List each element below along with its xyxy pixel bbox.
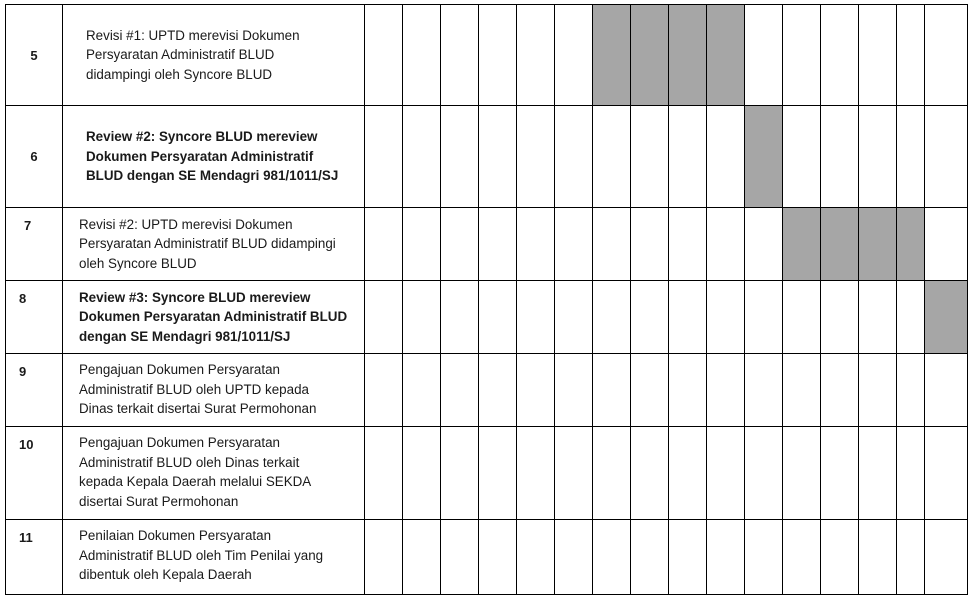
- timeline-cell-filled: [859, 208, 897, 281]
- timeline-cell: [555, 354, 593, 427]
- timeline-cell: [593, 520, 631, 595]
- timeline-cell: [669, 427, 707, 520]
- timeline-cell: [897, 520, 925, 595]
- table-row: [6, 281, 968, 354]
- timeline-cell: [517, 281, 555, 354]
- activity-description: Penilaian Dokumen Persyaratan Administratif BLUD oleh Tim Penilai yang dibentuk oleh Kepala Daerah: [63, 520, 365, 595]
- timeline-cell: [631, 427, 669, 520]
- timeline-cell: [365, 354, 403, 427]
- timeline-cell: [745, 281, 783, 354]
- timeline-cell: [479, 5, 517, 106]
- activity-description: Review #3: Syncore BLUD mereview Dokumen Persyaratan Administratif BLUD dengan SE Mendagri 981/1011/SJ: [63, 281, 365, 354]
- timeline-cell: [365, 281, 403, 354]
- timeline-cell: [707, 281, 745, 354]
- timeline-cell-filled: [897, 208, 925, 281]
- timeline-cell: [365, 427, 403, 520]
- table-row: [6, 354, 968, 427]
- timeline-cell: [593, 354, 631, 427]
- timeline-cell: [821, 520, 859, 595]
- timeline-cell: [555, 5, 593, 106]
- timeline-cell-filled: [593, 5, 631, 106]
- timeline-cell: [859, 106, 897, 208]
- table-row: [6, 106, 968, 208]
- timeline-cell: [783, 106, 821, 208]
- timeline-cell: [479, 427, 517, 520]
- row-number: 8: [6, 281, 63, 354]
- schedule-body: [6, 5, 968, 595]
- activity-description: Pengajuan Dokumen Persyaratan Administratif BLUD oleh UPTD kepada Dinas terkait disertai Surat Permohonan: [63, 354, 365, 427]
- timeline-cell: [859, 5, 897, 106]
- timeline-cell: [859, 520, 897, 595]
- timeline-cell: [555, 106, 593, 208]
- table-row: [6, 208, 968, 281]
- timeline-cell: [441, 281, 479, 354]
- timeline-cell: [821, 354, 859, 427]
- timeline-cell: [403, 281, 441, 354]
- timeline-cell: [441, 106, 479, 208]
- timeline-cell: [593, 106, 631, 208]
- timeline-cell: [707, 427, 745, 520]
- timeline-cell: [441, 5, 479, 106]
- timeline-cell: [403, 354, 441, 427]
- row-number: 7: [6, 208, 63, 281]
- timeline-cell: [555, 281, 593, 354]
- timeline-cell: [631, 354, 669, 427]
- timeline-cell: [669, 520, 707, 595]
- timeline-cell: [403, 106, 441, 208]
- timeline-cell: [517, 427, 555, 520]
- timeline-cell: [745, 5, 783, 106]
- timeline-cell: [669, 281, 707, 354]
- activity-description: Revisi #2: UPTD merevisi Dokumen Persyaratan Administratif BLUD didampingi oleh Syncore BLUD: [63, 208, 365, 281]
- timeline-cell: [925, 427, 968, 520]
- timeline-cell: [783, 354, 821, 427]
- activity-description: Review #2: Syncore BLUD mereview Dokumen Persyaratan Administratif BLUD dengan SE Mendagri 981/1011/SJ: [63, 106, 365, 208]
- timeline-cell-filled: [745, 106, 783, 208]
- timeline-cell-filled: [783, 208, 821, 281]
- timeline-cell: [593, 208, 631, 281]
- timeline-cell: [517, 208, 555, 281]
- schedule-table: [5, 4, 968, 595]
- timeline-cell: [925, 106, 968, 208]
- timeline-cell: [631, 520, 669, 595]
- row-number: 6: [6, 106, 63, 208]
- timeline-cell: [517, 5, 555, 106]
- timeline-cell: [517, 520, 555, 595]
- table-row: [6, 427, 968, 520]
- timeline-cell: [745, 208, 783, 281]
- table-row: [6, 520, 968, 595]
- timeline-cell: [821, 5, 859, 106]
- timeline-cell: [365, 5, 403, 106]
- timeline-cell: [745, 354, 783, 427]
- timeline-cell: [745, 427, 783, 520]
- timeline-cell: [555, 208, 593, 281]
- timeline-cell: [897, 427, 925, 520]
- timeline-cell-filled: [925, 281, 968, 354]
- timeline-cell: [925, 354, 968, 427]
- timeline-cell: [669, 106, 707, 208]
- timeline-cell: [479, 208, 517, 281]
- timeline-cell: [669, 208, 707, 281]
- timeline-cell: [593, 281, 631, 354]
- timeline-cell: [821, 427, 859, 520]
- timeline-cell: [365, 106, 403, 208]
- timeline-cell: [593, 427, 631, 520]
- timeline-cell: [403, 520, 441, 595]
- timeline-cell: [403, 5, 441, 106]
- timeline-cell: [821, 106, 859, 208]
- timeline-cell: [403, 427, 441, 520]
- timeline-cell: [859, 354, 897, 427]
- activity-description: Pengajuan Dokumen Persyaratan Administratif BLUD oleh Dinas terkait kepada Kepala Daerah melalui SEKDA disertai Surat Permohonan: [63, 427, 365, 520]
- row-number: 11: [6, 520, 63, 595]
- timeline-cell: [555, 427, 593, 520]
- timeline-cell: [859, 281, 897, 354]
- timeline-cell: [783, 5, 821, 106]
- timeline-cell: [479, 106, 517, 208]
- timeline-cell: [441, 354, 479, 427]
- timeline-cell: [707, 106, 745, 208]
- timeline-cell: [745, 520, 783, 595]
- timeline-cell: [555, 520, 593, 595]
- timeline-cell-filled: [669, 5, 707, 106]
- timeline-cell: [365, 520, 403, 595]
- timeline-cell: [783, 520, 821, 595]
- timeline-cell: [783, 427, 821, 520]
- timeline-cell: [925, 520, 968, 595]
- timeline-cell: [897, 106, 925, 208]
- timeline-cell: [441, 520, 479, 595]
- row-number: 5: [6, 5, 63, 106]
- activity-description: Revisi #1: UPTD merevisi Dokumen Persyaratan Administratif BLUD didampingi oleh Syncore BLUD: [63, 5, 365, 106]
- timeline-cell: [707, 520, 745, 595]
- row-number: 10: [6, 427, 63, 520]
- table-row: [6, 5, 968, 106]
- timeline-cell: [925, 208, 968, 281]
- timeline-cell: [669, 354, 707, 427]
- timeline-cell: [517, 354, 555, 427]
- timeline-cell: [479, 520, 517, 595]
- timeline-cell: [783, 281, 821, 354]
- timeline-cell: [897, 5, 925, 106]
- timeline-cell: [821, 281, 859, 354]
- timeline-cell: [631, 281, 669, 354]
- timeline-cell: [859, 427, 897, 520]
- timeline-cell: [441, 208, 479, 281]
- timeline-cell: [517, 106, 555, 208]
- timeline-cell-filled: [707, 5, 745, 106]
- timeline-cell-filled: [821, 208, 859, 281]
- row-number: 9: [6, 354, 63, 427]
- timeline-cell: [403, 208, 441, 281]
- timeline-cell: [707, 354, 745, 427]
- timeline-cell-filled: [631, 5, 669, 106]
- timeline-cell: [479, 354, 517, 427]
- timeline-cell: [707, 208, 745, 281]
- timeline-cell: [441, 427, 479, 520]
- timeline-cell: [925, 5, 968, 106]
- timeline-cell: [631, 106, 669, 208]
- timeline-cell: [897, 281, 925, 354]
- timeline-cell: [897, 354, 925, 427]
- timeline-cell: [365, 208, 403, 281]
- timeline-cell: [631, 208, 669, 281]
- timeline-cell: [479, 281, 517, 354]
